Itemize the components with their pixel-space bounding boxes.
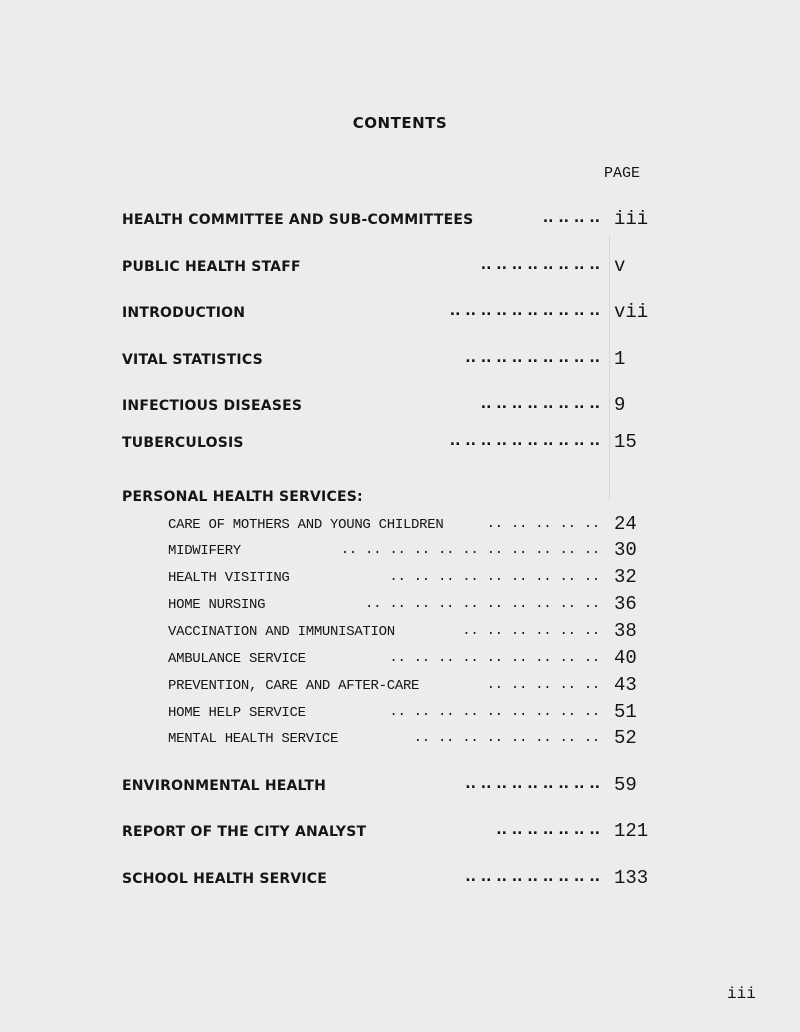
- toc-entry-label: ENVIRONMENTAL HEALTH: [122, 778, 327, 794]
- toc-subentry-label: AMBULANCE SERVICE: [168, 651, 306, 667]
- toc-entry-page: 15: [614, 431, 637, 453]
- toc-subentry-page: 40: [614, 647, 637, 669]
- toc-subentry-label: MENTAL HEALTH SERVICE: [168, 731, 339, 747]
- leader-dots: .. .. .. .. .. .. .. .. ..: [389, 569, 600, 585]
- footer-page-number: iii: [727, 985, 756, 1003]
- toc-subentry: [0, 595, 800, 617]
- toc-entry-page: 1: [614, 348, 626, 370]
- leader-dots: .. .. .. .. .. .. .. .. ..: [465, 776, 600, 792]
- leader-dots: .. .. .. .. .. .. .. .. .. .. ..: [340, 542, 600, 558]
- leader-dots: .. .. .. .. .. .. .. .. .. ..: [449, 303, 600, 319]
- toc-entry-label: PUBLIC HEALTH STAFF: [122, 259, 301, 275]
- toc-entry-label: HEALTH COMMITTEE AND SUB-COMMITTEES: [122, 212, 474, 228]
- toc-subentry: [0, 703, 800, 725]
- toc-subentry-page: 43: [614, 674, 637, 696]
- toc-subentry-page: 24: [614, 513, 637, 535]
- toc-entry-city-analyst: [0, 822, 800, 846]
- toc-entry-page: iii: [614, 208, 649, 230]
- toc-subentry-label: HOME HELP SERVICE: [168, 705, 306, 721]
- toc-entry-page: 9: [614, 394, 626, 416]
- toc-entry-public-health-staff: [0, 257, 800, 281]
- leader-dots: .. .. .. ..: [542, 210, 600, 226]
- toc-subentry: [0, 729, 800, 751]
- section-heading-personal-health: PERSONAL HEALTH SERVICES:: [122, 489, 363, 505]
- toc-subentry-label: VACCINATION AND IMMUNISATION: [168, 624, 395, 640]
- toc-entry-infectious-diseases: [0, 396, 800, 420]
- page-column-header: PAGE: [604, 165, 641, 182]
- toc-subentry: [0, 622, 800, 644]
- toc-entry-label: SCHOOL HEALTH SERVICE: [122, 871, 328, 887]
- toc-entry-introduction: [0, 303, 800, 327]
- toc-subentry-page: 36: [614, 593, 637, 615]
- toc-subentry-label: PREVENTION, CARE AND AFTER-CARE: [168, 678, 420, 694]
- toc-entry-page: 59: [614, 774, 637, 796]
- leader-dots: .. .. .. .. .. .. ..: [496, 822, 600, 838]
- toc-subentry-label: MIDWIFERY: [168, 543, 241, 559]
- toc-entry-label: VITAL STATISTICS: [122, 352, 263, 368]
- toc-subentry: [0, 541, 800, 563]
- toc-subentry-page: 52: [614, 727, 637, 749]
- toc-entry-health-committee: [0, 210, 800, 234]
- leader-dots: .. .. .. .. .. .. .. ..: [480, 396, 600, 412]
- toc-subentry-page: 32: [614, 566, 637, 588]
- leader-dots: .. .. .. .. .. ..: [462, 623, 600, 639]
- toc-entry-vital-statistics: [0, 350, 800, 374]
- leader-dots: .. .. .. .. .. .. .. .. ..: [465, 869, 600, 885]
- toc-subentry-page: 38: [614, 620, 637, 642]
- toc-entry-page: 133: [614, 867, 649, 889]
- toc-entry-page: 121: [614, 820, 649, 842]
- leader-dots: .. .. .. .. .. .. .. ..: [480, 257, 600, 273]
- toc-subentry-label: HEALTH VISITING: [168, 570, 290, 586]
- leader-dots: .. .. .. .. .. .. .. .. ..: [389, 704, 600, 720]
- toc-entry-label: TUBERCULOSIS: [122, 435, 244, 451]
- toc-entry-label: INFECTIOUS DISEASES: [122, 398, 303, 414]
- toc-entry-label: REPORT OF THE CITY ANALYST: [122, 824, 367, 840]
- toc-entry-label: INTRODUCTION: [122, 305, 246, 321]
- toc-entry-tuberculosis: [0, 433, 800, 457]
- toc-subentry-label: CARE OF MOTHERS AND YOUNG CHILDREN: [168, 517, 444, 533]
- toc-entry-environmental-health: [0, 776, 800, 800]
- toc-subentry: [0, 676, 800, 698]
- leader-dots: .. .. .. .. ..: [486, 677, 600, 693]
- leader-dots: .. .. .. .. .. .. .. .. ..: [389, 650, 600, 666]
- leader-dots: .. .. .. .. .. .. .. .. .. ..: [449, 433, 600, 449]
- leader-dots: .. .. .. .. .. .. .. .. .. ..: [365, 596, 600, 612]
- toc-entry-page: v: [614, 255, 626, 277]
- leader-dots: .. .. .. .. ..: [486, 516, 600, 532]
- contents-title: CONTENTS: [352, 114, 448, 132]
- toc-subentry: [0, 649, 800, 671]
- toc-subentry: [0, 568, 800, 590]
- toc-entry-school-health: [0, 869, 800, 893]
- toc-subentry-page: 51: [614, 701, 637, 723]
- toc-subentry-label: HOME NURSING: [168, 597, 266, 613]
- leader-dots: .. .. .. .. .. .. .. .. ..: [465, 350, 600, 366]
- leader-dots: .. .. .. .. .. .. .. ..: [413, 730, 600, 746]
- toc-subentry-page: 30: [614, 539, 637, 561]
- toc-entry-page: vii: [614, 301, 649, 323]
- toc-subentry: [0, 515, 800, 537]
